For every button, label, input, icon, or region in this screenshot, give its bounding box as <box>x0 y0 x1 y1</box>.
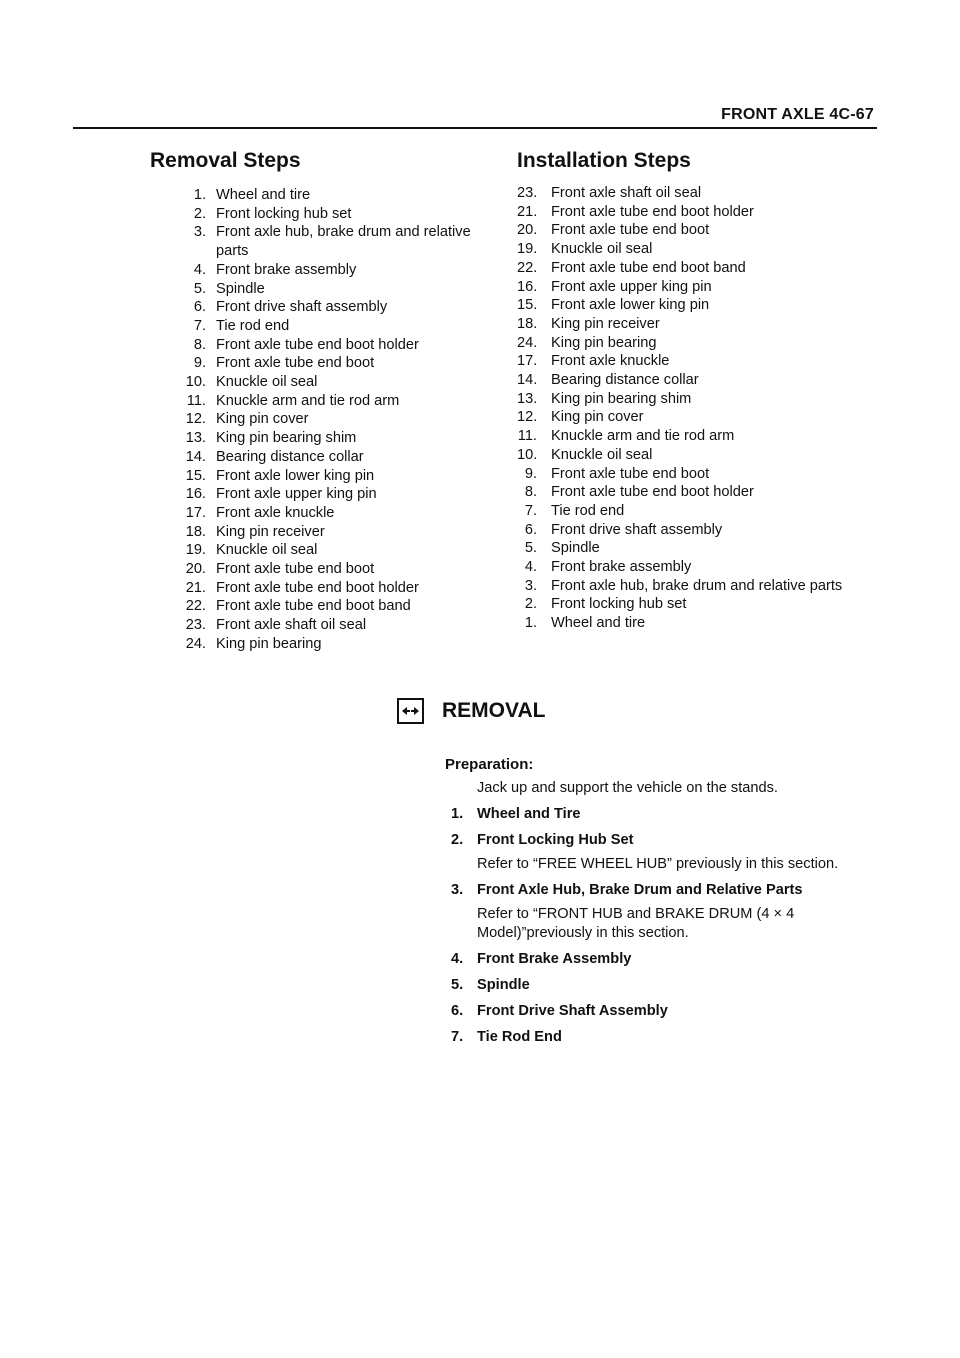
list-item: 20. Front axle tube end boot <box>517 222 710 239</box>
list-item: 15. Front axle lower king pin <box>517 297 710 314</box>
removal-item: 2. Front Locking Hub Set Refer to “FREE WHEEL HUB” previously in this section. <box>445 831 885 874</box>
list-item: 3. Front axle hub, brake drum and relative parts <box>524 577 843 594</box>
list-item: 24. King pin bearing <box>185 635 322 652</box>
list-item: 21. Front axle tube end boot holder <box>517 203 754 220</box>
list-item: 5. Spindle <box>193 280 265 297</box>
list-item: 17. Front axle knuckle <box>517 353 670 370</box>
list-item: 24. King pin bearing <box>517 334 657 351</box>
removal-steps-title: Removal Steps <box>150 149 301 172</box>
list-item: 22. Front axle tube end boot band <box>185 598 411 615</box>
installation-steps-list <box>517 184 887 633</box>
installation-steps-title: Installation Steps <box>517 149 691 172</box>
list-item: 8. Front axle tube end boot holder <box>193 336 419 353</box>
list-item: 5. Spindle <box>524 540 600 557</box>
removal-title: REMOVAL <box>442 699 546 722</box>
list-item: 7. Tie rod end <box>193 317 290 334</box>
preparation-text: Jack up and support the vehicle on the stands. <box>477 780 778 796</box>
list-item: 17. Front axle knuckle <box>185 504 335 521</box>
list-item: 22. Front axle tube end boot band <box>517 259 746 276</box>
list-item: 18. King pin receiver <box>185 523 325 540</box>
removal-item: 3. Front Axle Hub, Brake Drum and Relative Parts Refer to “FRONT HUB and BRAKE DRUM (4 × 4 Model)”previously in this section. <box>445 881 885 943</box>
removal-item-note: Refer to “FREE WHEEL HUB” previously in this section. <box>477 856 839 872</box>
page-header-title: FRONT AXLE 4C-67 <box>721 106 874 123</box>
preparation-label: Preparation: <box>445 756 534 773</box>
list-item: 1. Wheel and tire <box>193 187 311 203</box>
list-item: 16. Front axle upper king pin <box>185 486 377 503</box>
list-item: 9. Front axle tube end boot <box>193 355 375 372</box>
list-item: 23. Front axle shaft oil seal <box>517 185 702 201</box>
list-item: 3. Front axle hub, brake drum and relative parts <box>193 224 471 260</box>
list-item: 15. Front axle lower king pin <box>185 467 375 484</box>
removal-item-note: Refer to “FRONT HUB and BRAKE DRUM (4 × 4 Model)”previously in this section. <box>477 906 795 941</box>
removal-steps-list <box>174 186 480 654</box>
list-item: 2. Front locking hub set <box>193 205 352 222</box>
list-item: 11. Knuckle arm and tie rod arm <box>186 392 400 409</box>
list-item: 13. King pin bearing shim <box>517 390 692 407</box>
list-item: 2. Front locking hub set <box>524 596 687 613</box>
list-item: 12. King pin cover <box>185 411 309 428</box>
list-item: 7. Tie rod end <box>524 502 625 519</box>
list-item: 23. Front axle shaft oil seal <box>185 617 367 634</box>
removal-steps-column <box>150 146 480 654</box>
list-item: 6. Front drive shaft assembly <box>193 299 388 316</box>
list-item: 4. Front brake assembly <box>524 559 692 576</box>
list-item: 10. Knuckle oil seal <box>517 446 653 463</box>
removal-item: 7. Tie Rod End <box>451 1029 562 1045</box>
list-item: 8. Front axle tube end boot holder <box>524 484 754 501</box>
list-item: 16. Front axle upper king pin <box>517 278 712 295</box>
list-item: 14. Bearing distance collar <box>517 372 699 389</box>
list-item: 6. Front drive shaft assembly <box>524 521 723 538</box>
removal-heading <box>397 698 877 724</box>
list-item: 11. Knuckle arm and tie rod arm <box>517 428 735 445</box>
header-divider <box>73 127 877 129</box>
list-item: 10. Knuckle oil seal <box>185 374 318 391</box>
removal-arrows-icon <box>397 698 424 724</box>
list-item: 12. King pin cover <box>517 409 644 426</box>
list-item: 21. Front axle tube end boot holder <box>185 579 419 596</box>
removal-item: 4. Front Brake Assembly <box>451 951 632 967</box>
removal-item: 6. Front Drive Shaft Assembly <box>451 1003 668 1019</box>
removal-item: 5. Spindle <box>451 977 530 993</box>
list-item: 14. Bearing distance collar <box>185 448 364 465</box>
list-item: 19. Knuckle oil seal <box>185 542 318 559</box>
list-item: 13. King pin bearing shim <box>185 430 357 447</box>
list-item: 19. Knuckle oil seal <box>517 241 653 258</box>
removal-procedure <box>445 756 885 1054</box>
list-item: 4. Front brake assembly <box>193 261 357 278</box>
list-item: 20. Front axle tube end boot <box>185 561 375 578</box>
installation-steps-column <box>517 146 887 633</box>
removal-section <box>397 698 877 724</box>
removal-item: 1. Wheel and Tire <box>451 806 581 822</box>
list-item: 18. King pin receiver <box>517 315 660 332</box>
list-item: 1. Wheel and tire <box>524 615 646 632</box>
list-item: 9. Front axle tube end boot <box>524 465 710 482</box>
